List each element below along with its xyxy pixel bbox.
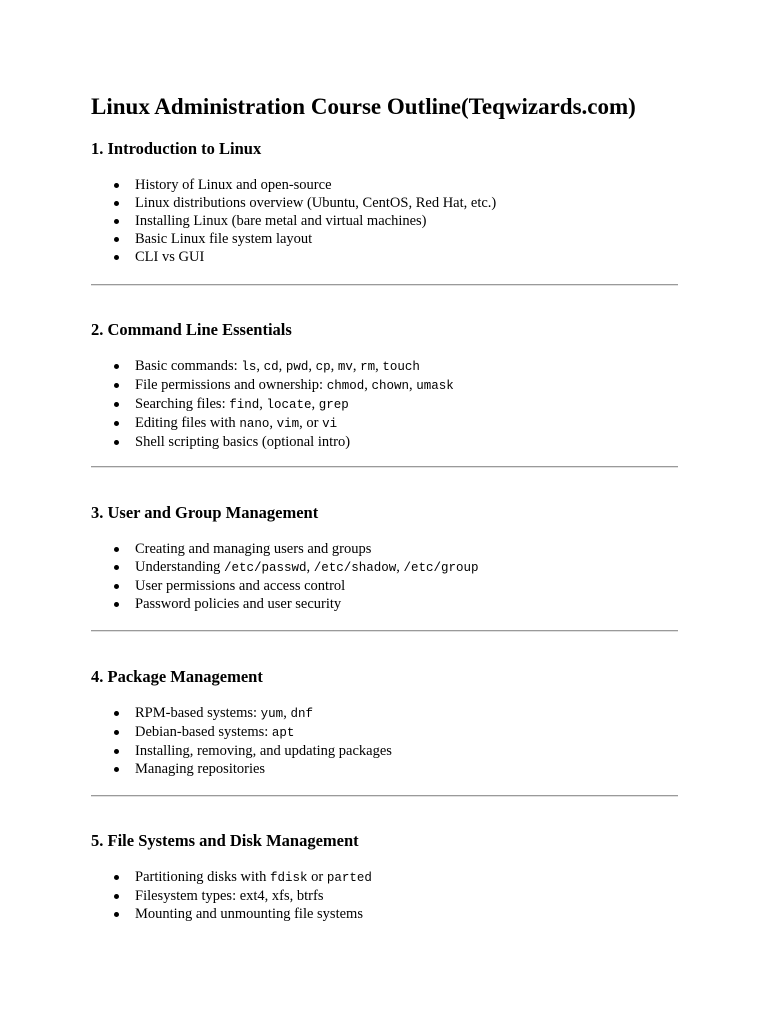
inline-code: mv <box>337 360 353 374</box>
list-item <box>91 376 678 395</box>
inline-code: vi <box>322 417 338 431</box>
item-text: , <box>409 377 417 393</box>
bullet-icon <box>114 255 119 260</box>
bullet-icon <box>114 547 119 552</box>
item-text: , <box>311 396 319 412</box>
section-divider <box>91 284 678 286</box>
bullet-icon <box>114 711 119 716</box>
section-package-management <box>91 667 678 778</box>
section-heading: 2. Command Line Essentials <box>91 320 292 339</box>
bullet-icon <box>114 749 119 754</box>
bullet-icon <box>114 894 119 899</box>
item-text: , <box>256 358 264 374</box>
bullet-icon <box>114 402 119 407</box>
bullet-list <box>91 357 678 451</box>
list-item <box>91 577 678 595</box>
item-text: Mounting and unmounting file systems <box>135 906 363 922</box>
bullet-icon <box>114 565 119 570</box>
inline-code: /etc/shadow <box>313 561 397 575</box>
bullet-icon <box>114 237 119 242</box>
item-text: , or <box>299 415 323 431</box>
list-item <box>91 357 678 376</box>
section-command-line <box>91 320 678 451</box>
bullet-icon <box>114 364 119 369</box>
inline-code: nano <box>239 417 270 431</box>
list-item <box>91 742 678 760</box>
bullet-icon <box>114 767 119 772</box>
bullet-icon <box>114 602 119 607</box>
item-text: , <box>364 377 372 393</box>
inline-code: apt <box>271 726 295 740</box>
item-text: Partitioning disks with <box>135 869 270 885</box>
inline-code: locate <box>266 398 312 412</box>
list-item <box>91 540 678 558</box>
inline-code: grep <box>318 398 349 412</box>
inline-code: /etc/group <box>403 561 479 575</box>
bullet-list <box>91 540 678 613</box>
item-text: , <box>308 358 316 374</box>
list-item <box>91 212 678 230</box>
item-text: RPM-based systems: <box>135 705 261 721</box>
item-text: , <box>375 358 383 374</box>
item-text: User permissions and access control <box>135 578 346 594</box>
inline-code: chown <box>371 379 409 393</box>
document-title: Linux Administration Course Outline(Teqwizards.com) <box>91 94 636 119</box>
inline-code: find <box>229 398 260 412</box>
bullet-icon <box>114 730 119 735</box>
item-text: Basic commands: <box>135 358 242 374</box>
list-item <box>91 414 678 433</box>
list-item <box>91 176 678 194</box>
bullet-icon <box>114 201 119 206</box>
item-text: Installing Linux (bare metal and virtual machines) <box>135 213 427 229</box>
bullet-icon <box>114 183 119 188</box>
item-text: , <box>330 358 338 374</box>
section-heading: 3. User and Group Management <box>91 503 319 522</box>
bullet-icon <box>114 440 119 445</box>
list-item <box>91 595 678 613</box>
inline-code: vim <box>276 417 300 431</box>
list-item <box>91 230 678 248</box>
section-heading: 4. Package Management <box>91 667 263 686</box>
item-text: History of Linux and open-source <box>135 177 332 193</box>
item-text: , <box>306 559 314 575</box>
item-text: Creating and managing users and groups <box>135 541 372 557</box>
bullet-icon <box>114 584 119 589</box>
item-text: , <box>396 559 404 575</box>
inline-code: umask <box>416 379 454 393</box>
bullet-icon <box>114 912 119 917</box>
section-heading: 1. Introduction to Linux <box>91 139 262 158</box>
inline-code: fdisk <box>269 871 308 885</box>
item-text: Installing, removing, and updating packages <box>135 743 392 759</box>
inline-code: /etc/passwd <box>224 561 307 575</box>
bullet-icon <box>114 383 119 388</box>
inline-code: pwd <box>285 360 309 374</box>
bullet-icon <box>114 875 119 880</box>
list-item <box>91 433 678 451</box>
item-text: Linux distributions overview (Ubuntu, CentOS, Red Hat, etc.) <box>135 195 497 211</box>
item-text: , <box>269 415 277 431</box>
bullet-list <box>91 176 678 266</box>
item-text: , <box>283 705 291 721</box>
item-text: , <box>352 358 361 374</box>
section-divider <box>91 630 678 632</box>
bullet-list <box>91 868 678 923</box>
inline-code: chmod <box>326 379 365 393</box>
item-text: Managing repositories <box>135 761 266 777</box>
list-item <box>91 558 678 577</box>
inline-code: touch <box>382 360 420 374</box>
section-divider <box>91 466 678 468</box>
list-item <box>91 395 678 414</box>
item-text: CLI vs GUI <box>135 249 205 265</box>
item-text: Editing files with <box>135 415 240 431</box>
list-item <box>91 248 678 266</box>
item-text: Shell scripting basics (optional intro) <box>135 434 351 450</box>
list-item <box>91 194 678 212</box>
item-text: or <box>307 869 327 885</box>
inline-code: cd <box>263 360 279 374</box>
section-user-group <box>91 503 678 613</box>
list-item <box>91 723 678 742</box>
section-introduction <box>91 139 678 266</box>
section-heading: 5. File Systems and Disk Management <box>91 831 359 850</box>
inline-code: ls <box>241 360 257 374</box>
list-item <box>91 887 678 905</box>
list-item <box>91 868 678 887</box>
item-text: File permissions and ownership: <box>135 377 327 393</box>
inline-code: dnf <box>290 707 313 721</box>
list-item <box>91 760 678 778</box>
bullet-icon <box>114 421 119 426</box>
item-text: Filesystem types: ext4, xfs, btrfs <box>135 888 324 904</box>
item-text: , <box>259 396 267 412</box>
section-divider <box>91 795 678 797</box>
item-text: , <box>278 358 286 374</box>
bullet-list <box>91 704 678 778</box>
list-item <box>91 704 678 723</box>
inline-code: yum <box>260 707 284 721</box>
item-text: Password policies and user security <box>135 596 342 612</box>
inline-code: cp <box>315 360 331 374</box>
section-file-systems <box>91 831 678 923</box>
item-text: Debian-based systems: <box>135 724 272 740</box>
item-text: Basic Linux file system layout <box>135 231 313 247</box>
item-text: Understanding <box>135 559 224 575</box>
list-item <box>91 905 678 923</box>
inline-code: rm <box>360 360 376 374</box>
item-text: Searching files: <box>135 396 230 412</box>
bullet-icon <box>114 219 119 224</box>
inline-code: parted <box>326 871 372 885</box>
